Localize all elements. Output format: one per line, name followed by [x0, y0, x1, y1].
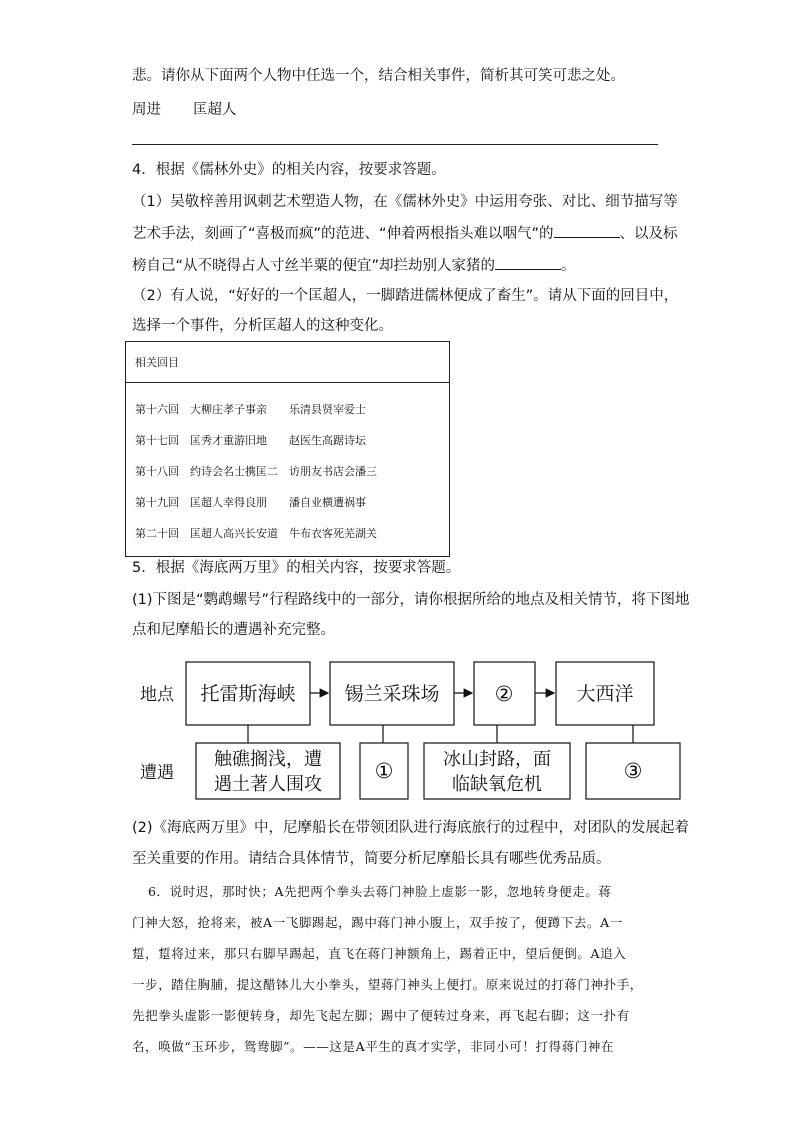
character-kuang-chaoren: 匡超人: [193, 102, 237, 118]
character-zhou-jin: 周进: [132, 102, 161, 118]
question-4-1-text-2: 榜自己“从不晓得占人寸丝半粟的便宜”却拦劫别人家猪的: [132, 258, 496, 274]
row-label-event: 遭遇: [140, 763, 174, 783]
question-6-line-2: 门神大怒，抢将来，被A一飞脚踢起，踢中蒋门神小腹上，双手按了，便蹲下去。A一: [132, 915, 623, 930]
question-5-1-line-2: 点和尼摩船长的遭遇补充完整。: [132, 622, 335, 638]
question-4-1-line-2: [132, 223, 678, 244]
route-diagram: [0, 655, 794, 805]
question-5-2-line-2: 至关重要的作用。请结合具体情节，简要分析尼摩船长具有哪些优秀品质。: [132, 851, 611, 867]
chapter-item: 第二十回 匡超人高兴长安道 牛布衣客死芜湖关: [126, 517, 450, 557]
chapter-item: 第十八回 约诗会名士携匡二 访朋友书店会潘三: [126, 455, 450, 486]
event-label-4: ③: [623, 759, 643, 783]
chapter-item: 第十九回 匡超人幸得良朋 潘自业横遭祸事: [126, 486, 450, 517]
chapter-item: 第十六回 大柳庄孝子事亲 乐清县贤宰爱士: [126, 383, 450, 425]
place-label-1: 托雷斯海峡: [200, 683, 296, 705]
chapters-header: 相关回目: [126, 342, 450, 383]
question-4-2-line-2: 选择一个事件，分析匡超人的这种变化。: [132, 318, 393, 334]
question-4-2-line-1: （2）有人说，“好好的一个匡超人，一脚踏进儒林便成了畜生”。请从下面的回目中，: [132, 288, 679, 304]
fill-blank-1[interactable]: [554, 223, 620, 238]
event-label-1b: 遇土著人围攻: [214, 774, 322, 795]
question-4-1-text: 艺术手法，刻画了“喜极而疯”的范进、“伸着两根指头难以咽气”的: [132, 226, 554, 242]
question-4-1-line-3: [132, 255, 576, 276]
question-5-1-line-1: (1)下图是“鹦鹉螺号”行程路线中的一部分，请你根据所给的地点及相关情节，将下图地: [132, 592, 690, 608]
chapter-item: 第十七回 匡秀才重游旧地 赵医生高踞诗坛: [126, 424, 450, 455]
event-label-3a: 冰山封路，面: [443, 749, 551, 770]
question-4-1-text-tail: 、以及标: [619, 226, 678, 242]
event-label-2: ①: [374, 759, 394, 783]
row-label-place: 地点: [140, 685, 174, 705]
question-5-title: 5．根据《海底两万里》的相关内容，按要求答题。: [132, 560, 461, 576]
question-4-title: 4．根据《儒林外史》的相关内容，按要求答题。: [132, 162, 446, 178]
question-6-line-4: 一步，踏住胸脯，提这醋钵儿大小拳头，望蒋门神头上便打。原来说过的打蒋门神扑手，: [132, 977, 643, 992]
question-4-1-line-1: （1）吴敬梓善用讽刺艺术塑造人物，在《儒林外史》中运用夸张、对比、细节描写等: [132, 194, 678, 210]
place-label-4: 大西洋: [576, 683, 634, 705]
question-6-line-3: 踅，踅将过来，那只右脚早踢起，直飞在蒋门神额角上，踢着正中，望后便倒。A追入: [132, 946, 627, 961]
answer-line: [132, 144, 658, 145]
question-6-line-1: 6．说时迟，那时快；A先把两个拳头去蒋门神脸上虚影一影，忽地转身便走。蒋: [148, 884, 612, 899]
event-label-3b: 临缺氧危机: [452, 774, 542, 795]
question-6-line-5: 先把拳头虚影一影便转身，却先飞起左脚；踢中了便转过身来，再飞起右脚；这一扑有: [132, 1008, 630, 1023]
fill-blank-2[interactable]: [495, 255, 561, 270]
chapters-table: [125, 341, 450, 557]
character-choices: [132, 100, 237, 120]
question-5-2-line-1: (2)《海底两万里》中，尼摩船长在带领团队进行海底旅行的过程中，对团队的发展起着: [132, 820, 690, 836]
event-label-1a: 触礁搁浅，遭: [214, 749, 322, 770]
place-label-3: ②: [494, 682, 514, 706]
question-6-line-6: 名，唤做“玉环步，鸳鸯脚”。——这是A平生的真才实学，非同小可！打得蒋门神在: [132, 1039, 615, 1054]
question-4-1-period: 。: [561, 258, 576, 274]
place-label-2: 锡兰采珠场: [344, 683, 440, 705]
intro-line: 悲。请你从下面两个人物中任选一个，结合相关事件，简析其可笑可悲之处。: [132, 68, 625, 84]
